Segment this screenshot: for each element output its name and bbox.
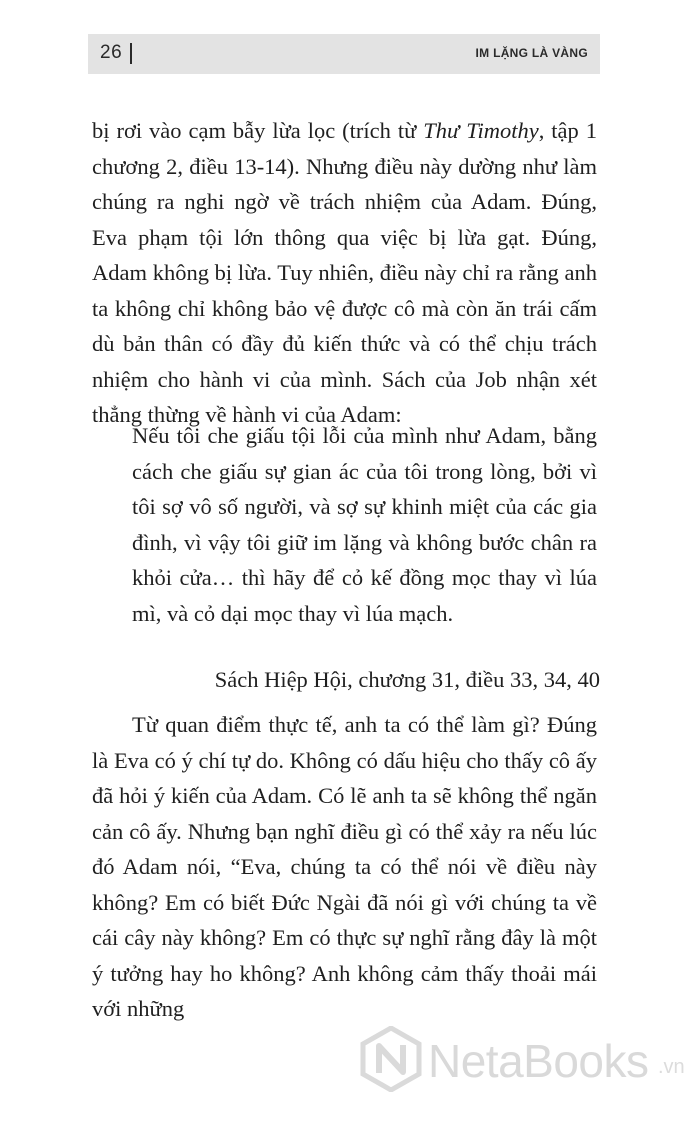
quote-citation: Sách Hiệp Hội, chương 31, điều 33, 34, 40 [214,667,600,692]
publisher-watermark [360,1026,700,1096]
block-quote: Nếu tôi che giấu tội lỗi của mình như Adam, bằng cách che giấu sự gian ác của tôi trong lòng, bởi vì tôi sợ vô số người, và sợ sự khinh miệt của các gia đình, vì vậy tôi giữ im lặng và không bước chân ra khỏi cửa… thì hãy để cỏ kế đồng mọc thay vì lúa mì, và cỏ dại mọc thay vì lúa mạch. [132,423,597,626]
paragraph-text: , tập 1 chương 2, điều 13-14). Nhưng điều này dường như làm chúng ra nghi ngờ về trách nhiệm của Adam. Đúng, Eva phạm tội lớn thông qua việc bị lừa gạt. Đúng, Adam không bị lừa. Tuy nhiên, điều này chỉ ra rằng anh ta không chỉ không bảo vệ được cô mà còn ăn trái cấm dù bản thân có đầy đủ kiến thức và có thể chịu trách nhiệm cho hành vi của mình. Sách của Job nhận xét thẳng thừng về hành vi của Adam: [92,118,597,427]
page-number: 26 [100,42,123,63]
watermark-suffix: .vn [658,1056,685,1078]
body-paragraph-2: Từ quan điểm thực tế, anh ta có thể làm gì? Đúng là Eva có ý chí tự do. Không có dấu hiệu cho thấy cô ấy đã hỏi ý kiến của Adam. Có lẽ anh ta sẽ không thể ngăn cản cô ấy. Nhưng bạn nghĩ điều gì có thể xảy ra nếu lúc đó Adam nói, “Eva, chúng ta có thể nói về điều này không? Em có biết Đức Ngài đã nói gì với chúng ta về cái cây này không? Em có thực sự nghĩ rằng đây là một ý tưởng hay ho không? Anh không cảm thấy thoải mái với những [92,712,597,1021]
book-title-italic: Thư Timothy [423,118,539,143]
body-paragraph-1 [92,113,597,433]
paragraph-text: bị rơi vào cạm bẫy lừa lọc (trích từ [92,118,424,143]
watermark-brand: NetaBooks [428,1035,649,1087]
header-divider [130,43,132,64]
running-title: IM LẶNG LÀ VÀNG [475,46,588,60]
netabooks-logo-icon [360,1026,422,1092]
